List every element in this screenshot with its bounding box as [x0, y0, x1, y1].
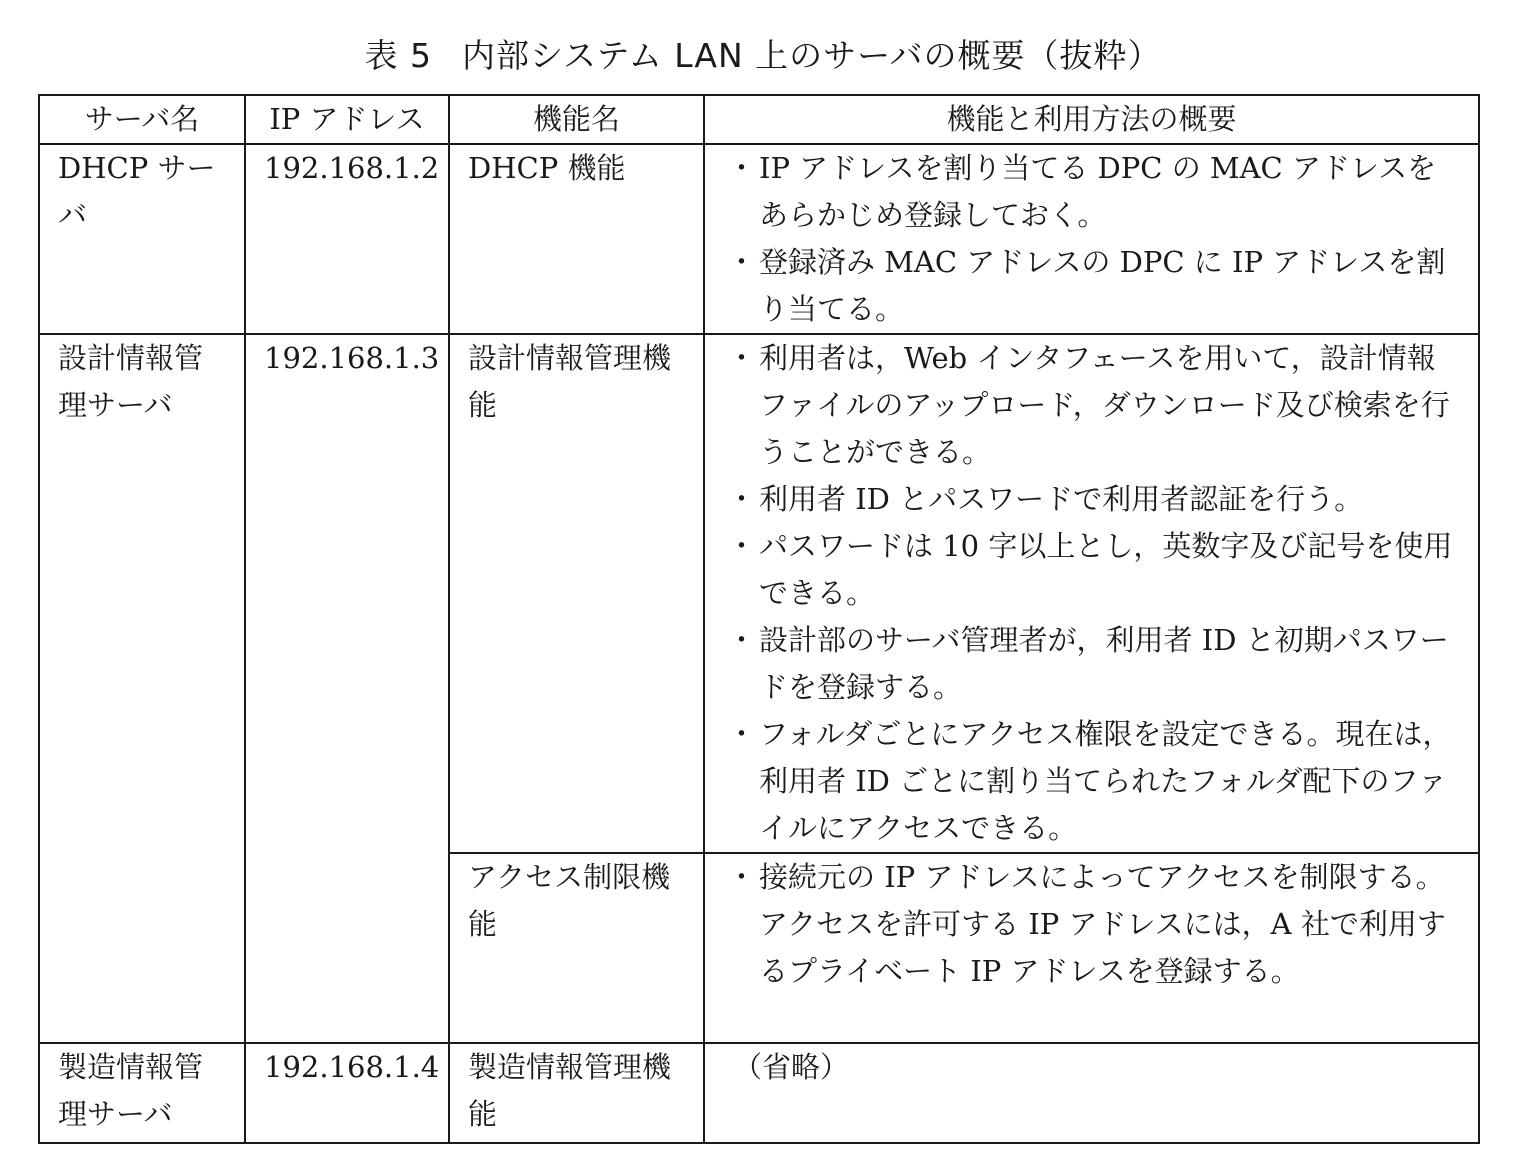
function-name-cell: [449, 853, 704, 1043]
overview-list: [733, 335, 1460, 852]
overview-item: ・ パスワードは 10 字以上とし，英数字及び記号を使用できる。: [733, 523, 1460, 617]
server-name-cell: [39, 144, 245, 334]
overview-omitted: （省略）: [733, 1050, 850, 1084]
function-name: 製造情報管理機能: [468, 1050, 672, 1131]
function-overview-cell: [704, 1043, 1479, 1143]
overview-item: ・ 利用者は，Web インタフェースを用いて，設計情報ファイルのアップロード，ダウンロード及び検索を行うことができる。: [733, 335, 1460, 476]
function-overview-cell: [704, 144, 1479, 334]
overview-item: ・ IP アドレスを割り当てる DPC の MAC アドレスをあらかじめ登録しておく。: [733, 145, 1460, 239]
ip-address-cell: [245, 1043, 449, 1143]
table-row: [39, 334, 1479, 853]
function-name: アクセス制限機能: [468, 860, 671, 941]
overview-item: ・ 接続元の IP アドレスによってアクセスを制限する。アクセスを許可する IP アドレスには，A 社で利用するプライベート IP アドレスを登録する。: [733, 854, 1460, 995]
header-server-name: サーバ名: [39, 95, 245, 144]
table-row: [39, 144, 1479, 334]
server-name-cell: [39, 334, 245, 1043]
server-overview-table: [38, 94, 1480, 1144]
ip-address: 192.168.1.2: [264, 151, 440, 185]
table-number: 表 5: [364, 36, 433, 75]
table-caption: [0, 30, 1526, 77]
function-name-cell: [449, 144, 704, 334]
function-name: DHCP 機能: [468, 151, 626, 185]
overview-item: ・ フォルダごとにアクセス権限を設定できる。現在は，利用者 ID ごとに割り当てられたフォルダ配下のファイルにアクセスできる。: [733, 711, 1460, 852]
overview-list: [733, 145, 1460, 333]
overview-item: ・ 登録済み MAC アドレスの DPC に IP アドレスを割り当てる。: [733, 239, 1460, 333]
server-name-cell: [39, 1043, 245, 1143]
table-title: 内部システム LAN 上のサーバの概要（抜粋）: [462, 36, 1162, 75]
ip-address-cell: [245, 144, 449, 334]
ip-address: 192.168.1.4: [264, 1050, 440, 1084]
overview-item: ・ 利用者 ID とパスワードで利用者認証を行う。: [733, 476, 1460, 523]
server-name: DHCP サーバ: [58, 151, 216, 232]
overview-list: [733, 854, 1460, 995]
overview-item: ・ 設計部のサーバ管理者が，利用者 ID と初期パスワードを登録する。: [733, 617, 1460, 711]
function-overview-cell: [704, 853, 1479, 1043]
function-name-cell: [449, 1043, 704, 1143]
function-name-cell: [449, 334, 704, 853]
header-ip-address: IP アドレス: [245, 95, 449, 144]
function-overview-cell: [704, 334, 1479, 853]
server-name: 設計情報管理サーバ: [58, 341, 204, 422]
ip-address: 192.168.1.3: [264, 341, 440, 375]
ip-address-cell: [245, 334, 449, 1043]
function-name: 設計情報管理機能: [468, 341, 672, 422]
header-function-overview: 機能と利用方法の概要: [704, 95, 1479, 144]
server-name: 製造情報管理サーバ: [58, 1050, 204, 1131]
header-row: [39, 95, 1479, 144]
header-function-name: 機能名: [449, 95, 704, 144]
table-row: [39, 1043, 1479, 1143]
